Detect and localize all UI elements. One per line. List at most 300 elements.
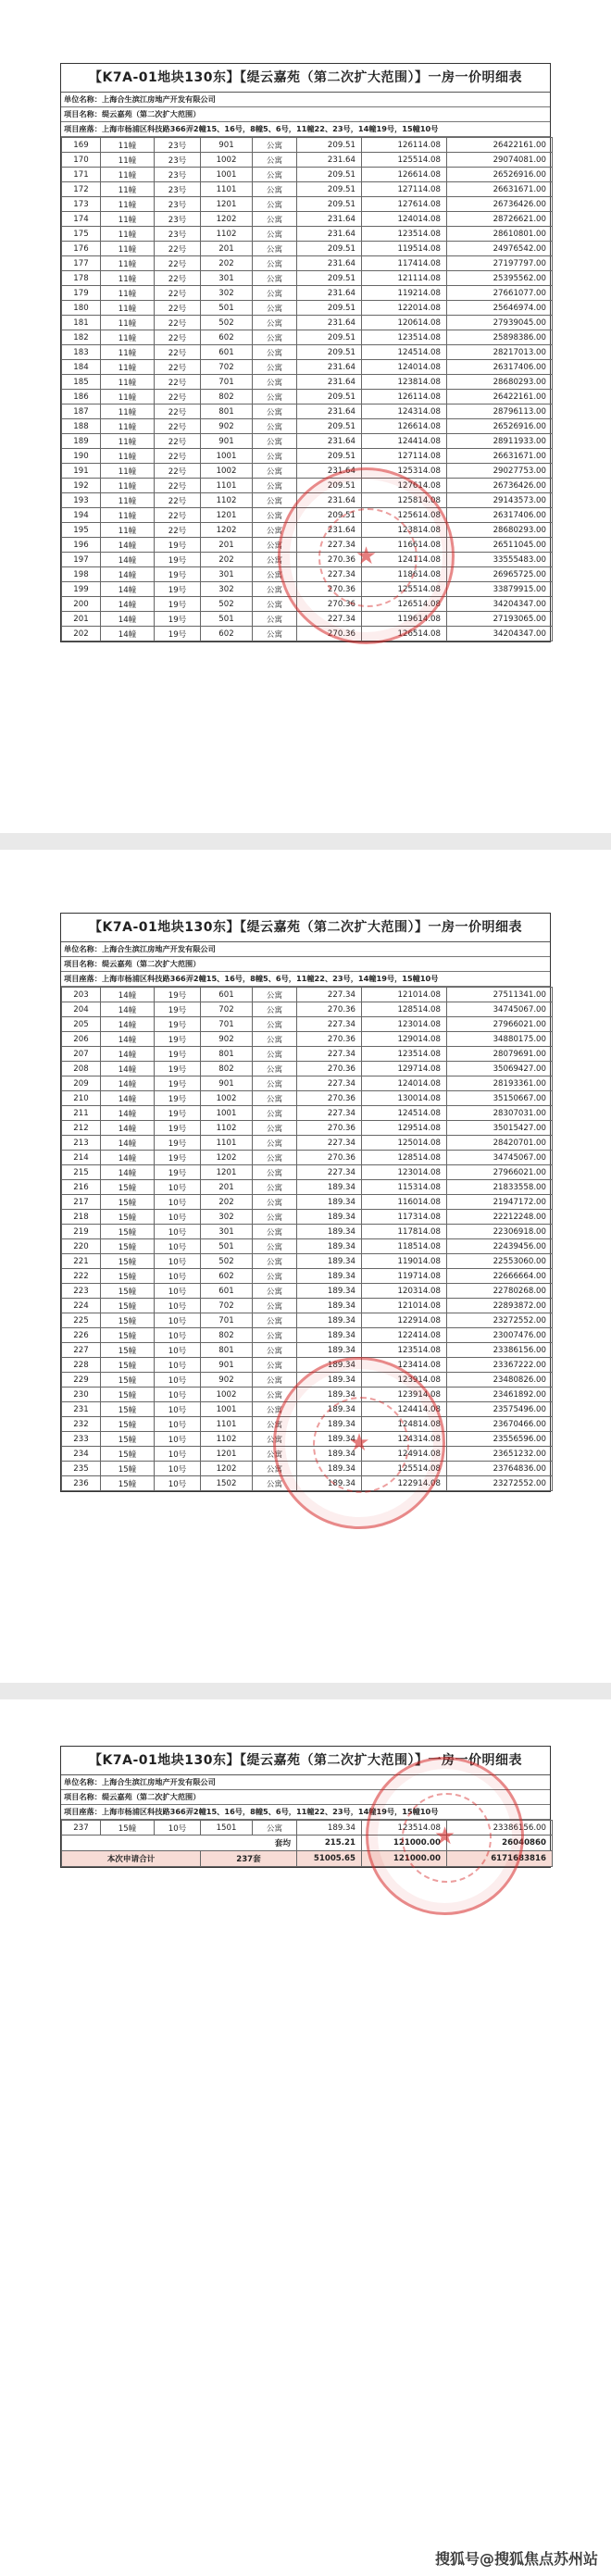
table-cell: 25395562.00: [447, 271, 553, 286]
average-price: 121000.00: [362, 1836, 447, 1851]
table-cell: 公寓: [253, 1402, 297, 1417]
table-cell: 202: [201, 553, 253, 567]
table-cell: 185: [62, 375, 101, 390]
table-cell: 11幢: [101, 449, 155, 464]
table-cell: 227.34: [297, 1136, 362, 1151]
table-cell: 1501: [201, 1821, 253, 1836]
table-row: [62, 1313, 553, 1328]
table-cell: 公寓: [253, 301, 297, 316]
table-cell: 公寓: [253, 1165, 297, 1180]
table-cell: 11幢: [101, 330, 155, 345]
table-cell: 22212248.00: [447, 1210, 553, 1225]
table-cell: 169: [62, 138, 101, 153]
table-row: [62, 1447, 553, 1462]
table-row: [62, 1269, 553, 1284]
table-cell: 302: [201, 582, 253, 597]
table-cell: 26965725.00: [447, 567, 553, 582]
table-cell: 14幢: [101, 1106, 155, 1121]
table-row: [62, 1417, 553, 1432]
official-seal-stamp: ★: [273, 1357, 445, 1529]
table-cell: 189.34: [297, 1821, 362, 1836]
table-row: [62, 1062, 553, 1076]
table-cell: 26422161.00: [447, 390, 553, 404]
table-cell: 公寓: [253, 286, 297, 301]
table-cell: 231.64: [297, 404, 362, 419]
table-cell: 125514.08: [362, 1462, 447, 1476]
table-cell: 28079691.00: [447, 1047, 553, 1062]
table-cell: 22号: [155, 301, 201, 316]
table-row: [62, 1151, 553, 1165]
table-cell: 26631671.00: [447, 182, 553, 197]
table-cell: 15幢: [101, 1328, 155, 1343]
table-cell: 公寓: [253, 612, 297, 627]
table-cell: 公寓: [253, 1358, 297, 1373]
table-cell: 27197797.00: [447, 256, 553, 271]
table-cell: 11幢: [101, 345, 155, 360]
developer-line: 单位名称：上海合生滨江房地产开发有限公司: [61, 1775, 550, 1790]
table-cell: 233: [62, 1432, 101, 1447]
table-cell: 19号: [155, 538, 201, 553]
table-cell: 231.64: [297, 212, 362, 227]
table-cell: 14幢: [101, 1151, 155, 1165]
table-cell: 24976542.00: [447, 242, 553, 256]
summary-total: 6171683816: [447, 1851, 553, 1867]
table-cell: 14幢: [101, 988, 155, 1002]
table-cell: 187: [62, 404, 101, 419]
table-cell: 189.34: [297, 1462, 362, 1476]
table-cell: 19号: [155, 1047, 201, 1062]
table-cell: 10号: [155, 1343, 201, 1358]
table-cell: 公寓: [253, 1225, 297, 1239]
table-cell: 502: [201, 597, 253, 612]
table-cell: 117314.08: [362, 1210, 447, 1225]
table-cell: 33555483.00: [447, 553, 553, 567]
table-cell: 1202: [201, 212, 253, 227]
table-cell: 702: [201, 1002, 253, 1017]
table-row: [62, 1165, 553, 1180]
summary-count: 237套: [201, 1851, 297, 1867]
table-cell: 23367222.00: [447, 1358, 553, 1373]
page-separator: [0, 833, 611, 850]
table-cell: 189.34: [297, 1239, 362, 1254]
table-cell: 209.51: [297, 508, 362, 523]
table-cell: 公寓: [253, 1047, 297, 1062]
table-cell: 15幢: [101, 1180, 155, 1195]
table-cell: 119514.08: [362, 242, 447, 256]
table-cell: 公寓: [253, 390, 297, 404]
table-cell: 199: [62, 582, 101, 597]
table-row: [62, 612, 553, 627]
table-cell: 182: [62, 330, 101, 345]
table-cell: 15幢: [101, 1239, 155, 1254]
address-line: 项目座落：上海市杨浦区科技路366弄2幢15、16号，8幢5、6号，11幢22、23号，14幢19号，15幢10号: [61, 122, 550, 137]
table-cell: 公寓: [253, 242, 297, 256]
table-cell: 123914.08: [362, 1373, 447, 1388]
table-cell: 19号: [155, 988, 201, 1002]
table-cell: 15幢: [101, 1476, 155, 1491]
table-cell: 11幢: [101, 138, 155, 153]
table-cell: 公寓: [253, 449, 297, 464]
table-cell: 125514.08: [362, 582, 447, 597]
table-cell: 209: [62, 1076, 101, 1091]
table-cell: 189.34: [297, 1195, 362, 1210]
table-cell: 11幢: [101, 390, 155, 404]
table-cell: 201: [201, 242, 253, 256]
table-cell: 22439456.00: [447, 1239, 553, 1254]
table-row: [62, 1402, 553, 1417]
table-cell: 189.34: [297, 1210, 362, 1225]
table-row: [62, 1343, 553, 1358]
table-cell: 270.36: [297, 553, 362, 567]
table-cell: 213: [62, 1136, 101, 1151]
table-cell: 10号: [155, 1225, 201, 1239]
table-cell: 179: [62, 286, 101, 301]
table-cell: 210: [62, 1091, 101, 1106]
table-cell: 220: [62, 1239, 101, 1254]
table-cell: 公寓: [253, 523, 297, 538]
table-cell: 124414.08: [362, 434, 447, 449]
table-row: [62, 1284, 553, 1299]
table-row: [62, 390, 553, 404]
table-cell: 15幢: [101, 1417, 155, 1432]
table-cell: 22号: [155, 256, 201, 271]
table-cell: 601: [201, 988, 253, 1002]
table-cell: 123514.08: [362, 1047, 447, 1062]
table-cell: 177: [62, 256, 101, 271]
table-cell: 15幢: [101, 1343, 155, 1358]
table-cell: 22780268.00: [447, 1284, 553, 1299]
table-cell: 195: [62, 523, 101, 538]
table-row: [62, 227, 553, 242]
table-cell: 116014.08: [362, 1195, 447, 1210]
table-cell: 公寓: [253, 153, 297, 168]
table-cell: 15幢: [101, 1462, 155, 1476]
table-cell: 189.34: [297, 1180, 362, 1195]
table-row: [62, 1821, 553, 1836]
table-cell: 15幢: [101, 1195, 155, 1210]
table-cell: 公寓: [253, 1136, 297, 1151]
table-cell: 23号: [155, 227, 201, 242]
document-page-3: [0, 1699, 611, 2576]
table-cell: 189.34: [297, 1388, 362, 1402]
table-cell: 公寓: [253, 1121, 297, 1136]
table-cell: 208: [62, 1062, 101, 1076]
table-cell: 227.34: [297, 1047, 362, 1062]
page-title: 【K7A-01地块130东】【缇云嘉苑（第二次扩大范围）】一房一价明细表: [61, 914, 550, 942]
table-cell: 129514.08: [362, 1121, 447, 1136]
table-cell: 22号: [155, 345, 201, 360]
table-row: [62, 404, 553, 419]
table-cell: 184: [62, 360, 101, 375]
page-title: 【K7A-01地块130东】【缇云嘉苑（第二次扩大范围）】一房一价明细表: [61, 64, 550, 93]
table-cell: 123514.08: [362, 1343, 447, 1358]
table-cell: 11幢: [101, 523, 155, 538]
table-cell: 701: [201, 1313, 253, 1328]
table-cell: 11幢: [101, 168, 155, 182]
table-cell: 公寓: [253, 1821, 297, 1836]
table-cell: 35015427.00: [447, 1121, 553, 1136]
table-cell: 10号: [155, 1821, 201, 1836]
table-cell: 公寓: [253, 464, 297, 479]
table-cell: 11幢: [101, 493, 155, 508]
table-cell: 14幢: [101, 1165, 155, 1180]
table-cell: 公寓: [253, 1210, 297, 1225]
table-cell: 15幢: [101, 1388, 155, 1402]
table-cell: 公寓: [253, 168, 297, 182]
table-cell: 301: [201, 567, 253, 582]
table-cell: 232: [62, 1417, 101, 1432]
table-cell: 225: [62, 1313, 101, 1328]
table-cell: 231.64: [297, 523, 362, 538]
table-cell: 1102: [201, 1121, 253, 1136]
table-row: [62, 1076, 553, 1091]
table-cell: 23号: [155, 197, 201, 212]
table-cell: 22号: [155, 242, 201, 256]
table-cell: 123414.08: [362, 1358, 447, 1373]
table-cell: 公寓: [253, 404, 297, 419]
table-cell: 209.51: [297, 197, 362, 212]
table-row: [62, 1328, 553, 1343]
table-cell: 202: [201, 1195, 253, 1210]
table-row: [62, 1225, 553, 1239]
table-cell: 124114.08: [362, 553, 447, 567]
table-cell: 212: [62, 1121, 101, 1136]
table-cell: 15幢: [101, 1269, 155, 1284]
table-cell: 117814.08: [362, 1225, 447, 1239]
table-cell: 235: [62, 1462, 101, 1476]
table-cell: 209.51: [297, 330, 362, 345]
table-cell: 231.64: [297, 227, 362, 242]
table-cell: 11幢: [101, 271, 155, 286]
table-cell: 23272552.00: [447, 1476, 553, 1491]
table-cell: 23764836.00: [447, 1462, 553, 1476]
table-cell: 130014.08: [362, 1091, 447, 1106]
table-cell: 公寓: [253, 1462, 297, 1476]
developer-line: 单位名称：上海合生滨江房地产开发有限公司: [61, 942, 550, 957]
table-row: [62, 1254, 553, 1269]
table-cell: 127114.08: [362, 449, 447, 464]
table-cell: 701: [201, 1017, 253, 1032]
table-cell: 121114.08: [362, 271, 447, 286]
table-cell: 23号: [155, 212, 201, 227]
table-cell: 126614.08: [362, 419, 447, 434]
table-cell: 14幢: [101, 1017, 155, 1032]
table-cell: 1502: [201, 1476, 253, 1491]
table-cell: 22号: [155, 360, 201, 375]
table-cell: 1202: [201, 1462, 253, 1476]
table-row: [62, 1047, 553, 1062]
table-cell: 223: [62, 1284, 101, 1299]
table-cell: 204: [62, 1002, 101, 1017]
table-cell: 270.36: [297, 1121, 362, 1136]
table-cell: 124314.08: [362, 404, 447, 419]
table-cell: 201: [62, 612, 101, 627]
table-cell: 15幢: [101, 1358, 155, 1373]
table-cell: 801: [201, 1047, 253, 1062]
table-cell: 26736426.00: [447, 479, 553, 493]
table-cell: 270.36: [297, 1032, 362, 1047]
table-cell: 501: [201, 1239, 253, 1254]
table-cell: 29074081.00: [447, 153, 553, 168]
table-cell: 14幢: [101, 1091, 155, 1106]
developer-line: 单位名称：上海合生滨江房地产开发有限公司: [61, 93, 550, 107]
table-cell: 11幢: [101, 182, 155, 197]
table-cell: 125314.08: [362, 464, 447, 479]
table-cell: 25646974.00: [447, 301, 553, 316]
table-cell: 1101: [201, 1136, 253, 1151]
table-cell: 10号: [155, 1432, 201, 1447]
table-cell: 222: [62, 1269, 101, 1284]
table-cell: 1002: [201, 464, 253, 479]
table-cell: 公寓: [253, 197, 297, 212]
table-cell: 197: [62, 553, 101, 567]
table-row: [62, 242, 553, 256]
table-cell: 公寓: [253, 1417, 297, 1432]
table-cell: 801: [201, 1343, 253, 1358]
table-cell: 128514.08: [362, 1002, 447, 1017]
table-row: [62, 464, 553, 479]
table-row: [62, 1091, 553, 1106]
table-cell: 10号: [155, 1254, 201, 1269]
table-cell: 11幢: [101, 434, 155, 449]
table-cell: 34204347.00: [447, 597, 553, 612]
table-cell: 公寓: [253, 375, 297, 390]
table-cell: 公寓: [253, 1032, 297, 1047]
table-cell: 901: [201, 1076, 253, 1091]
table-cell: 801: [201, 404, 253, 419]
table-cell: 173: [62, 197, 101, 212]
table-cell: 123814.08: [362, 523, 447, 538]
table-cell: 117414.08: [362, 256, 447, 271]
table-cell: 1002: [201, 1091, 253, 1106]
table-cell: 11幢: [101, 197, 155, 212]
table-cell: 120314.08: [362, 1284, 447, 1299]
table-cell: 14幢: [101, 597, 155, 612]
table-cell: 190: [62, 449, 101, 464]
table-cell: 1101: [201, 1417, 253, 1432]
table-cell: 23651232.00: [447, 1447, 553, 1462]
table-row: [62, 360, 553, 375]
table-cell: 203: [62, 988, 101, 1002]
table-cell: 209.51: [297, 138, 362, 153]
table-cell: 124514.08: [362, 345, 447, 360]
table-cell: 1202: [201, 523, 253, 538]
project-line: 项目名称：缇云嘉苑（第二次扩大范围）: [61, 957, 550, 972]
table-cell: 22号: [155, 390, 201, 404]
table-cell: 209.51: [297, 479, 362, 493]
table-cell: 21947172.00: [447, 1195, 553, 1210]
table-cell: 209.51: [297, 390, 362, 404]
table-cell: 231.64: [297, 493, 362, 508]
table-cell: 19号: [155, 1091, 201, 1106]
table-row: [62, 330, 553, 345]
table-cell: 209.51: [297, 345, 362, 360]
table-cell: 29143573.00: [447, 493, 553, 508]
table-row: [62, 493, 553, 508]
table-cell: 27193065.00: [447, 612, 553, 627]
table-cell: 22号: [155, 404, 201, 419]
table-cell: 公寓: [253, 479, 297, 493]
table-cell: 126514.08: [362, 597, 447, 612]
table-cell: 1101: [201, 479, 253, 493]
table-cell: 702: [201, 360, 253, 375]
table-cell: 121014.08: [362, 988, 447, 1002]
table-cell: 226: [62, 1328, 101, 1343]
table-row: [62, 256, 553, 271]
table-cell: 209.51: [297, 301, 362, 316]
table-cell: 公寓: [253, 182, 297, 197]
table-cell: 22号: [155, 330, 201, 345]
table-cell: 公寓: [253, 538, 297, 553]
table-row: [62, 316, 553, 330]
table-cell: 11幢: [101, 301, 155, 316]
table-cell: 127614.08: [362, 479, 447, 493]
table-cell: 26736426.00: [447, 197, 553, 212]
table-cell: 19号: [155, 1062, 201, 1076]
table-cell: 23575496.00: [447, 1402, 553, 1417]
table-cell: 公寓: [253, 1388, 297, 1402]
table-row: [62, 1462, 553, 1476]
summary-area: 51005.65: [297, 1851, 362, 1867]
table-cell: 19号: [155, 582, 201, 597]
table-cell: 28193361.00: [447, 1076, 553, 1091]
table-cell: 170: [62, 153, 101, 168]
table-cell: 公寓: [253, 1343, 297, 1358]
table-cell: 10号: [155, 1447, 201, 1462]
table-cell: 302: [201, 286, 253, 301]
table-row: [62, 138, 553, 153]
table-cell: 1201: [201, 508, 253, 523]
table-cell: 119214.08: [362, 286, 447, 301]
table-cell: 34745067.00: [447, 1151, 553, 1165]
table-row: [62, 271, 553, 286]
table-cell: 902: [201, 419, 253, 434]
table-cell: 122914.08: [362, 1476, 447, 1491]
table-cell: 901: [201, 1358, 253, 1373]
table-cell: 1102: [201, 1432, 253, 1447]
table-cell: 公寓: [253, 345, 297, 360]
price-table: [61, 1820, 553, 1867]
table-cell: 501: [201, 612, 253, 627]
table-cell: 129014.08: [362, 1032, 447, 1047]
table-cell: 19号: [155, 1151, 201, 1165]
table-row: [62, 567, 553, 582]
table-cell: 公寓: [253, 1476, 297, 1491]
table-cell: 302: [201, 1210, 253, 1225]
table-cell: 171: [62, 168, 101, 182]
table-cell: 123014.08: [362, 1165, 447, 1180]
table-cell: 1001: [201, 168, 253, 182]
table-cell: 231: [62, 1402, 101, 1417]
table-cell: 902: [201, 1032, 253, 1047]
table-cell: 270.36: [297, 1151, 362, 1165]
table-cell: 502: [201, 316, 253, 330]
table-cell: 701: [201, 375, 253, 390]
average-total: 26040860: [447, 1836, 553, 1851]
table-cell: 193: [62, 493, 101, 508]
table-cell: 198: [62, 567, 101, 582]
table-cell: 23号: [155, 153, 201, 168]
average-row: [62, 1836, 553, 1851]
table-cell: 19号: [155, 627, 201, 641]
table-cell: 1001: [201, 449, 253, 464]
table-cell: 209.51: [297, 182, 362, 197]
table-row: [62, 538, 553, 553]
table-cell: 189: [62, 434, 101, 449]
table-cell: 27966021.00: [447, 1165, 553, 1180]
summary-row: [62, 1851, 553, 1867]
table-cell: 26631671.00: [447, 449, 553, 464]
